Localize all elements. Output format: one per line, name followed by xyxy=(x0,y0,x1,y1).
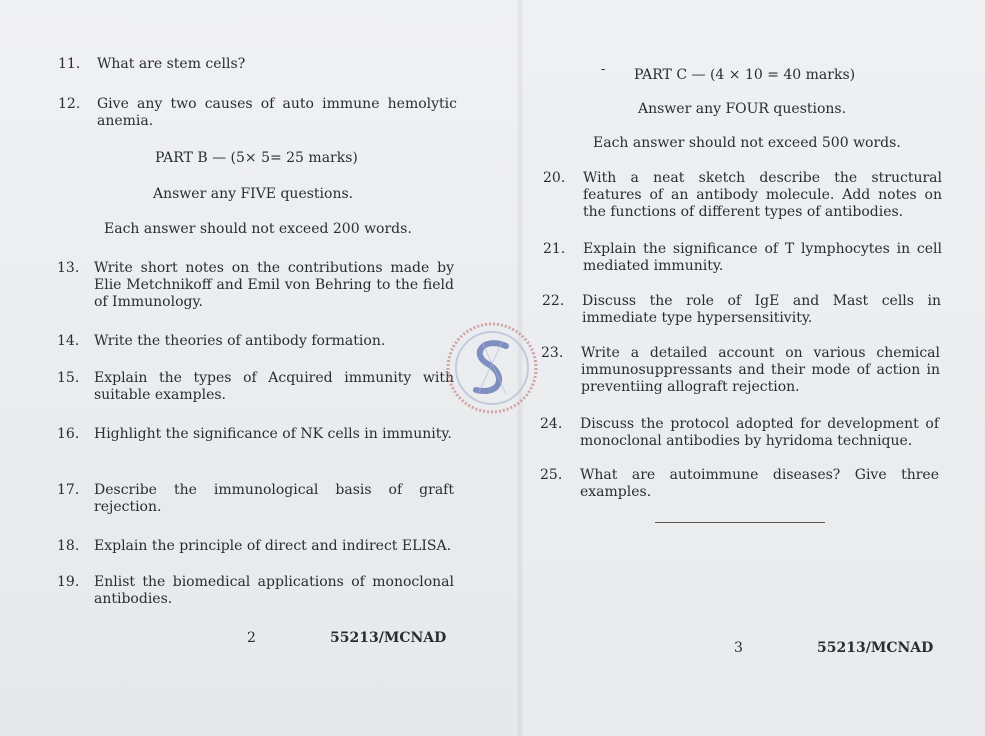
question-number: 16. xyxy=(57,426,80,442)
paper-code-right: 55213/MCNAD xyxy=(817,640,934,656)
question-text: Explain the types of Acquired immunity with suitable examples. xyxy=(94,370,454,403)
question-25 xyxy=(540,467,940,501)
question-14 xyxy=(57,333,457,350)
question-number: 19. xyxy=(57,574,80,590)
question-18 xyxy=(57,538,457,555)
page-number-left: 2 xyxy=(247,630,256,646)
question-12 xyxy=(58,96,458,130)
question-text: Describe the immunological basis of graft rejection. xyxy=(94,482,454,515)
paper-code-left: 55213/MCNAD xyxy=(330,630,447,646)
part-b-title: PART B — (5× 5= 25 marks) xyxy=(155,150,358,166)
question-text: Explain the principle of direct and indirect ELISA. xyxy=(94,538,452,554)
part-b-word-limit: Each answer should not exceed 200 words. xyxy=(104,221,412,237)
question-17 xyxy=(57,482,457,516)
question-text: Write short notes on the contributions made by Elie Metchnikoff and Emil von Behring to the field of Immunology. xyxy=(94,260,454,310)
question-number: 23. xyxy=(541,345,564,361)
page-number-right: 3 xyxy=(734,640,743,656)
question-number: 17. xyxy=(57,482,80,498)
question-number: 18. xyxy=(57,538,80,554)
question-text: Give any two causes of auto immune hemolytic anemia. xyxy=(97,96,457,129)
question-text: Discuss the role of IgE and Mast cells in immediate type hypersensitivity. xyxy=(582,293,941,326)
question-15 xyxy=(57,370,457,404)
question-19 xyxy=(57,574,457,608)
question-number: 13. xyxy=(57,260,80,276)
question-text: Write the theories of antibody formation. xyxy=(94,333,386,349)
question-text: Highlight the significance of NK cells in immunity. xyxy=(94,426,452,442)
question-text: With a neat sketch describe the structural features of an antibody molecule. Add notes on the functions of different types of antibodies. xyxy=(583,170,942,220)
question-number: 22. xyxy=(542,293,565,309)
question-number: 14. xyxy=(57,333,80,349)
question-13 xyxy=(57,260,457,311)
part-b-instruction: Answer any FIVE questions. xyxy=(153,186,354,202)
question-number: 15. xyxy=(57,370,80,386)
question-22 xyxy=(542,293,942,327)
part-c-word-limit: Each answer should not exceed 500 words. xyxy=(593,135,901,151)
question-number: 20. xyxy=(543,170,566,186)
question-number: 11. xyxy=(58,56,81,72)
part-c-title: PART C — (4 × 10 = 40 marks) xyxy=(634,67,856,83)
stray-mark: - xyxy=(601,62,606,77)
question-text: What are autoimmune diseases? Give three examples. xyxy=(580,467,939,500)
end-rule xyxy=(655,522,825,523)
question-number: 25. xyxy=(540,467,563,483)
question-text: Discuss the protocol adopted for development of monoclonal antibodies by hyridoma technique. xyxy=(580,416,939,449)
question-24 xyxy=(540,416,940,450)
question-11 xyxy=(58,56,458,73)
question-20 xyxy=(543,170,943,221)
question-text: What are stem cells? xyxy=(97,56,246,72)
question-text: Write a detailed account on various chemical immunosuppressants and their mode of action in preventiing allograft rejection. xyxy=(581,345,940,395)
question-21 xyxy=(543,241,943,275)
question-number: 21. xyxy=(543,241,566,257)
question-16 xyxy=(57,426,457,460)
question-number: 24. xyxy=(540,416,563,432)
seal-watermark-icon xyxy=(444,320,540,416)
part-c-instruction: Answer any FOUR questions. xyxy=(638,101,847,117)
question-23 xyxy=(541,345,941,396)
question-number: 12. xyxy=(58,96,81,112)
question-text: Enlist the biomedical applications of monoclonal antibodies. xyxy=(94,574,454,607)
question-text: Explain the significance of T lymphocytes in cell mediated immunity. xyxy=(583,241,942,274)
